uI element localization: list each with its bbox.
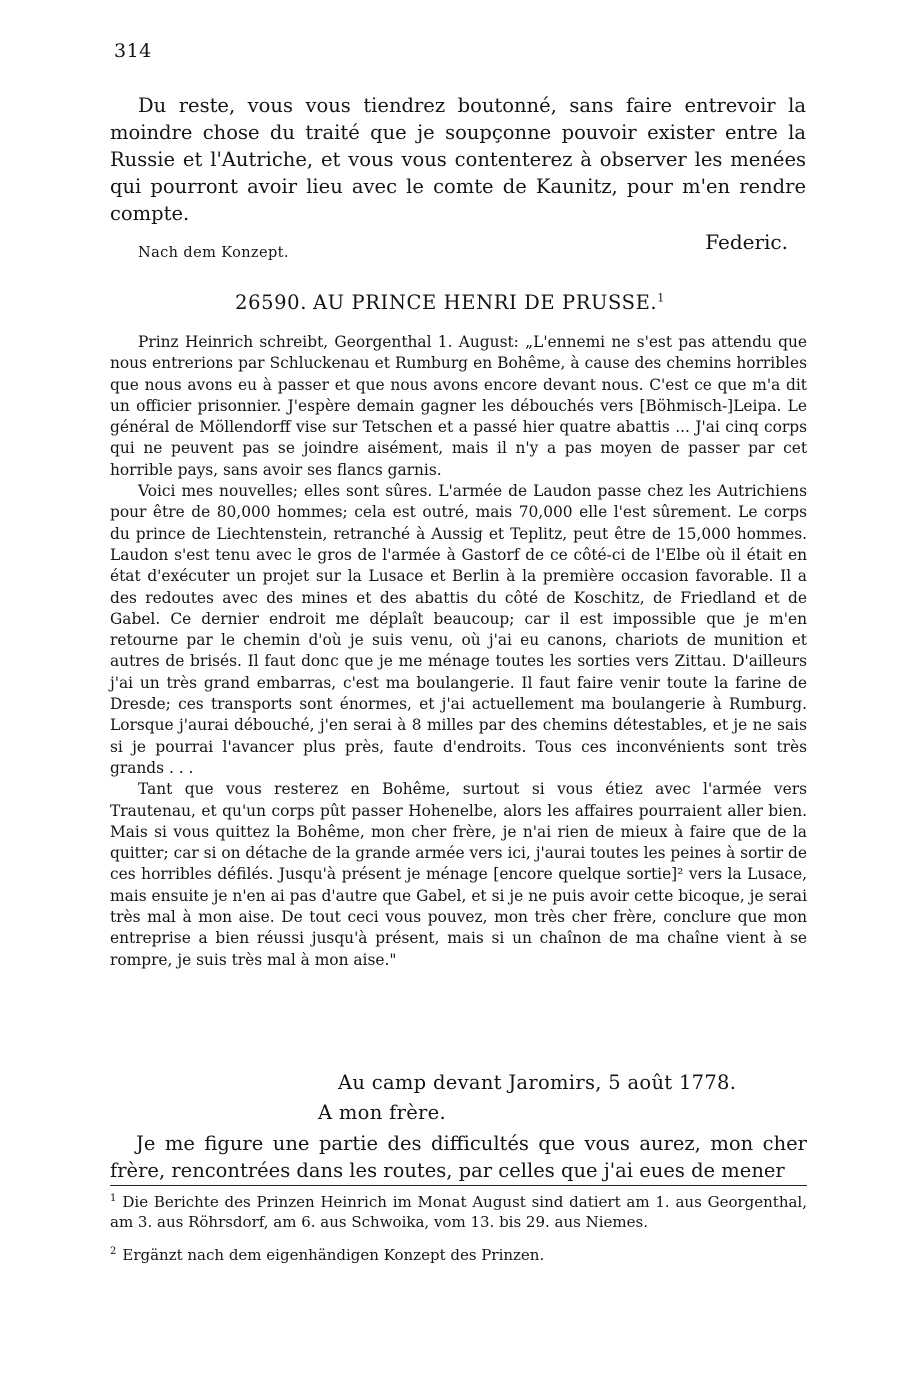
letter-number: 26590. bbox=[235, 291, 307, 314]
footnote-text: Ergänzt nach dem eigenhändigen Konzept des Prinzen. bbox=[122, 1246, 545, 1264]
footnote-mark: 1 bbox=[110, 1193, 117, 1204]
footnotes bbox=[110, 1189, 807, 1265]
letter-body: Je me figure une partie des difficultés que vous aurez, mon cher frère, rencontrées dans les routes, par celles que j'ai eues de mener bbox=[110, 1132, 807, 1182]
quoted-report bbox=[110, 332, 807, 971]
quoted-paragraph: Tant que vous resterez en Bohême, surtout si vous étiez avec l'armée vers Trautenau, et qu'un corps pût passer Hohenelbe, alors les affaires pourraient aller bien. Mais si vous quittez la Bohême, mon cher frère, je n'ai rien de mieux à faire que de la quitter; car si on détache de la grande armée vers ici, j'aurai toutes les peines à sortir de ces horribles défilés. Jusqu'à présent je ménage [encore quelque sortie]² vers la Lusace, mais ensuite je n'en ai pas d'autre que Gabel, et si je ne puis avoir cette bicoque, je serai très mal à mon aise. De tout ceci vous pouvez, mon très cher frère, conclure que mon entreprise a bien réussi jusqu'à présent, mais si un chaînon de ma chaîne vient à se rompre, je suis très mal à mon aise." bbox=[110, 780, 808, 969]
footnote bbox=[110, 1189, 807, 1232]
intro-paragraph: Du reste, vous vous tiendrez boutonné, sans faire entrevoir la moindre chose du traité que je soupçonne pouvoir exister entre la Russie et l'Autriche, et vous vous contenterez à observer les menées qui pourront avoir lieu avec le comte de Kaunitz, pour m'en rendre compte. bbox=[110, 94, 806, 225]
heading-footnote-mark: 1 bbox=[657, 291, 665, 305]
quoted-paragraph: Prinz Heinrich schreibt, Georgenthal 1. August: „L'ennemi ne s'est pas attendu que nous entrerions par Schluckenau et Rumburg en Bohême, à cause des chemins horribles que nous avons eu à passer et que nous avons encore devant nous. C'est ce que m'a dit un officier prisonnier. J'espère demain gagner les débouchés vers [Böhmisch-]Leipa. Le général de Möllendorff vise sur Tetschen et a passé hier quatre abattis ... J'ai cinq corps qui ne peuvent pas se joindre aisément, mais il n'y a pas moyen de passer par cet horrible pays, sans avoir ses flancs garnis. bbox=[110, 333, 807, 479]
dateline: Au camp devant Jaromirs, 5 août 1778. bbox=[338, 1071, 737, 1094]
salutation: A mon frère. bbox=[318, 1101, 447, 1124]
letter-heading bbox=[0, 291, 900, 314]
footnote-text: Die Berichte des Prinzen Heinrich im Monat August sind datiert am 1. aus Georgenthal, am 3. aus Röhrsdorf, am 6. aus Schwoika, vom 13. bis 29. aus Niemes. bbox=[110, 1193, 807, 1231]
source-note: Nach dem Konzept. bbox=[138, 245, 289, 261]
letter-title: AU PRINCE HENRI DE PRUSSE. bbox=[313, 291, 658, 314]
quoted-paragraph: Voici mes nouvelles; elles sont sûres. L'armée de Laudon passe chez les Autrichiens pour être de 80,000 hommes; cela est outré, mais 70,000 elle l'est sûrement. Le corps du prince de Liechtenstein, retranché à Aussig et Teplitz, peut être de 15,000 hommes. Laudon s'est tenu avec le gros de l'armée à Gastorf de ce côté-ci de l'Elbe où il était en état d'exécuter un projet sur la Lusace et Berlin à la première occasion favorable. Il a des redoutes avec des mines et des abattis du côté de Koschitz, de Friedland et de Gabel. Ce dernier endroit me déplaît beaucoup; car il est impossible que je m'en retourne par le chemin d'où je suis venu, où j'ai eu canons, chariots de munition et autres de brisés. Il faut donc que je me ménage toutes les sorties vers Zittau. D'ailleurs j'ai un très grand embarras, c'est ma boulangerie. Il faut faire venir toute la farine de Dresde; ces transports sont énormes, et j'ai actuellement ma boulangerie à Rumburg. Lorsque j'aurai débouché, j'en serai à 8 milles par des chemins détestables, et je ne sais si je pourrai l'avancer plus près, faute d'endroits. Tous ces inconvénients sont très grands . . . bbox=[110, 482, 807, 777]
page-number: 314 bbox=[114, 40, 152, 62]
footnote bbox=[110, 1242, 807, 1265]
signature: Federic. bbox=[705, 230, 788, 254]
footnote-mark: 2 bbox=[110, 1246, 117, 1257]
footnote-divider bbox=[110, 1185, 807, 1186]
